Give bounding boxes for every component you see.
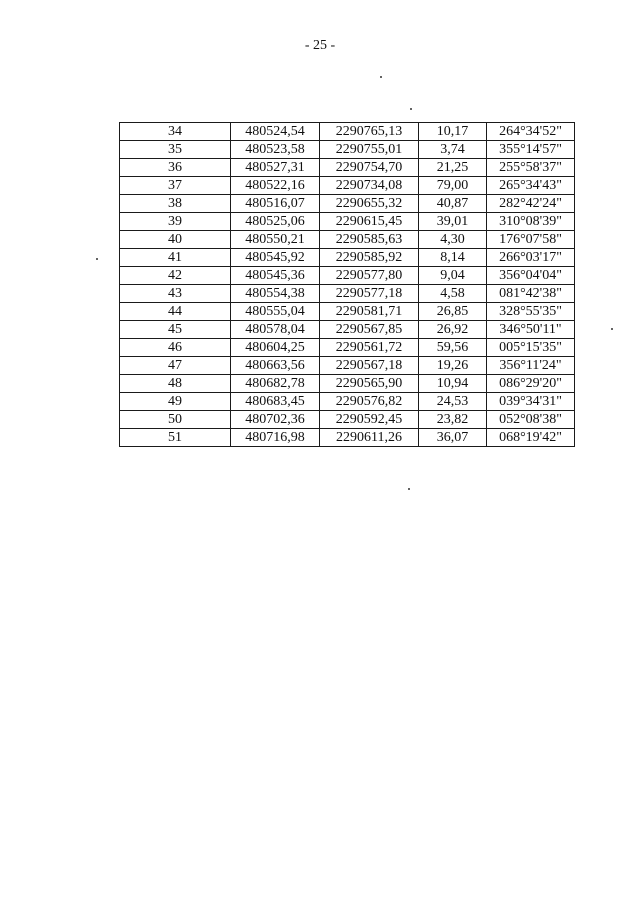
point-number-cell: 37	[120, 177, 231, 195]
distance-cell: 79,00	[419, 177, 487, 195]
x-coordinate-cell: 480555,04	[231, 303, 320, 321]
table-row	[120, 303, 575, 321]
distance-cell: 10,94	[419, 375, 487, 393]
point-number-cell: 48	[120, 375, 231, 393]
distance-cell: 10,17	[419, 123, 487, 141]
y-coordinate-cell: 2290576,82	[320, 393, 419, 411]
distance-cell: 4,30	[419, 231, 487, 249]
distance-cell: 9,04	[419, 267, 487, 285]
direction-angle-cell: 346°50'11"	[487, 321, 575, 339]
y-coordinate-cell: 2290655,32	[320, 195, 419, 213]
y-coordinate-cell: 2290734,08	[320, 177, 419, 195]
point-number-cell: 45	[120, 321, 231, 339]
direction-angle-cell: 264°34'52"	[487, 123, 575, 141]
point-number-cell: 49	[120, 393, 231, 411]
table-row	[120, 123, 575, 141]
distance-cell: 23,82	[419, 411, 487, 429]
y-coordinate-cell: 2290611,26	[320, 429, 419, 447]
direction-angle-cell: 052°08'38"	[487, 411, 575, 429]
distance-cell: 4,58	[419, 285, 487, 303]
x-coordinate-cell: 480545,36	[231, 267, 320, 285]
y-coordinate-cell: 2290585,63	[320, 231, 419, 249]
distance-cell: 36,07	[419, 429, 487, 447]
direction-angle-cell: 176°07'58"	[487, 231, 575, 249]
y-coordinate-cell: 2290615,45	[320, 213, 419, 231]
coordinates-table	[119, 122, 575, 447]
scan-speck	[408, 488, 410, 490]
coordinates-table-body	[120, 123, 575, 447]
table-row	[120, 159, 575, 177]
table-row	[120, 249, 575, 267]
y-coordinate-cell: 2290567,85	[320, 321, 419, 339]
x-coordinate-cell: 480604,25	[231, 339, 320, 357]
table-row	[120, 177, 575, 195]
table-row	[120, 429, 575, 447]
table-row	[120, 375, 575, 393]
direction-angle-cell: 356°11'24"	[487, 357, 575, 375]
table-row	[120, 339, 575, 357]
distance-cell: 59,56	[419, 339, 487, 357]
distance-cell: 8,14	[419, 249, 487, 267]
x-coordinate-cell: 480550,21	[231, 231, 320, 249]
direction-angle-cell: 068°19'42"	[487, 429, 575, 447]
point-number-cell: 42	[120, 267, 231, 285]
point-number-cell: 36	[120, 159, 231, 177]
point-number-cell: 50	[120, 411, 231, 429]
direction-angle-cell: 355°14'57"	[487, 141, 575, 159]
distance-cell: 21,25	[419, 159, 487, 177]
y-coordinate-cell: 2290754,70	[320, 159, 419, 177]
direction-angle-cell: 310°08'39"	[487, 213, 575, 231]
distance-cell: 3,74	[419, 141, 487, 159]
distance-cell: 39,01	[419, 213, 487, 231]
point-number-cell: 41	[120, 249, 231, 267]
x-coordinate-cell: 480716,98	[231, 429, 320, 447]
scan-speck	[96, 258, 98, 260]
direction-angle-cell: 005°15'35"	[487, 339, 575, 357]
direction-angle-cell: 282°42'24"	[487, 195, 575, 213]
x-coordinate-cell: 480663,56	[231, 357, 320, 375]
table-row	[120, 141, 575, 159]
direction-angle-cell: 266°03'17"	[487, 249, 575, 267]
direction-angle-cell: 039°34'31"	[487, 393, 575, 411]
y-coordinate-cell: 2290755,01	[320, 141, 419, 159]
distance-cell: 24,53	[419, 393, 487, 411]
direction-angle-cell: 081°42'38"	[487, 285, 575, 303]
y-coordinate-cell: 2290585,92	[320, 249, 419, 267]
y-coordinate-cell: 2290561,72	[320, 339, 419, 357]
table-row	[120, 411, 575, 429]
point-number-cell: 51	[120, 429, 231, 447]
x-coordinate-cell: 480545,92	[231, 249, 320, 267]
direction-angle-cell: 086°29'20"	[487, 375, 575, 393]
y-coordinate-cell: 2290581,71	[320, 303, 419, 321]
point-number-cell: 38	[120, 195, 231, 213]
point-number-cell: 40	[120, 231, 231, 249]
x-coordinate-cell: 480516,07	[231, 195, 320, 213]
direction-angle-cell: 356°04'04"	[487, 267, 575, 285]
y-coordinate-cell: 2290592,45	[320, 411, 419, 429]
x-coordinate-cell: 480524,54	[231, 123, 320, 141]
direction-angle-cell: 265°34'43"	[487, 177, 575, 195]
y-coordinate-cell: 2290765,13	[320, 123, 419, 141]
x-coordinate-cell: 480682,78	[231, 375, 320, 393]
table-row	[120, 321, 575, 339]
distance-cell: 40,87	[419, 195, 487, 213]
y-coordinate-cell: 2290577,18	[320, 285, 419, 303]
table-row	[120, 267, 575, 285]
table-row	[120, 393, 575, 411]
y-coordinate-cell: 2290577,80	[320, 267, 419, 285]
x-coordinate-cell: 480683,45	[231, 393, 320, 411]
table-row	[120, 231, 575, 249]
x-coordinate-cell: 480525,06	[231, 213, 320, 231]
scan-speck	[410, 108, 412, 110]
x-coordinate-cell: 480522,16	[231, 177, 320, 195]
table-row	[120, 195, 575, 213]
point-number-cell: 47	[120, 357, 231, 375]
point-number-cell: 35	[120, 141, 231, 159]
x-coordinate-cell: 480578,04	[231, 321, 320, 339]
x-coordinate-cell: 480523,58	[231, 141, 320, 159]
y-coordinate-cell: 2290567,18	[320, 357, 419, 375]
distance-cell: 19,26	[419, 357, 487, 375]
point-number-cell: 43	[120, 285, 231, 303]
table-row	[120, 213, 575, 231]
x-coordinate-cell: 480527,31	[231, 159, 320, 177]
point-number-cell: 46	[120, 339, 231, 357]
distance-cell: 26,92	[419, 321, 487, 339]
point-number-cell: 34	[120, 123, 231, 141]
page-number: - 25 -	[304, 38, 336, 53]
point-number-cell: 44	[120, 303, 231, 321]
y-coordinate-cell: 2290565,90	[320, 375, 419, 393]
table-row	[120, 357, 575, 375]
distance-cell: 26,85	[419, 303, 487, 321]
direction-angle-cell: 255°58'37"	[487, 159, 575, 177]
point-number-cell: 39	[120, 213, 231, 231]
x-coordinate-cell: 480554,38	[231, 285, 320, 303]
direction-angle-cell: 328°55'35"	[487, 303, 575, 321]
scan-speck	[611, 328, 613, 330]
x-coordinate-cell: 480702,36	[231, 411, 320, 429]
table-row	[120, 285, 575, 303]
scan-speck	[380, 76, 382, 78]
